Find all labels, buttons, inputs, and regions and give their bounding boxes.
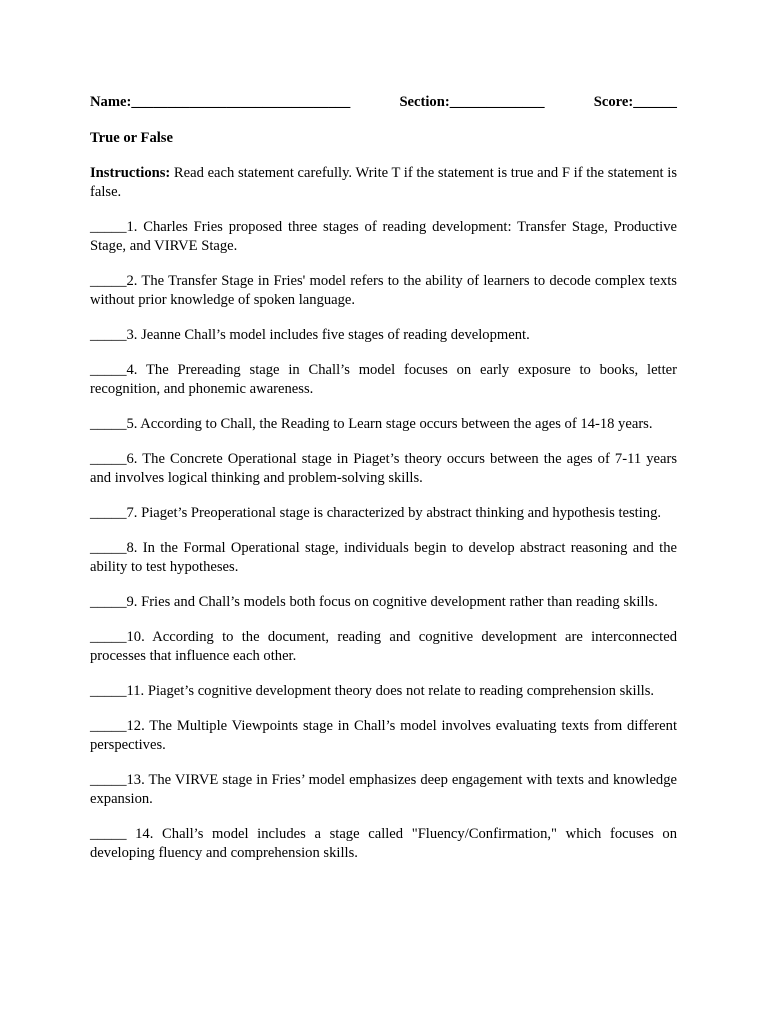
- question-list: [90, 218, 677, 863]
- section-field: Section:_____________: [399, 94, 545, 110]
- question-item: _____1. Charles Fries proposed three stages of reading development: Transfer Stage, Productive Stage, and VIRVE Stage.: [90, 219, 677, 254]
- worksheet-header: [90, 92, 677, 112]
- question-item: _____4. The Prereading stage in Chall’s model focuses on early exposure to books, letter recognition, and phonemic awareness.: [90, 362, 677, 397]
- question-item: _____13. The VIRVE stage in Fries’ model emphasizes deep engagement with texts and knowledge expansion.: [90, 772, 677, 807]
- question-item: _____10. According to the document, reading and cognitive development are interconnected processes that influence each other.: [90, 629, 677, 664]
- question-item: _____8. In the Formal Operational stage, individuals begin to develop abstract reasoning and the ability to test hypotheses.: [90, 540, 677, 575]
- worksheet-page: [90, 92, 677, 863]
- instructions-label: Instructions:: [90, 165, 171, 181]
- question-item: _____12. The Multiple Viewpoints stage in Chall’s model involves evaluating texts from different perspectives.: [90, 718, 677, 753]
- instructions: [90, 164, 677, 202]
- question-item: _____7. Piaget’s Preoperational stage is characterized by abstract thinking and hypothesis testing.: [90, 505, 662, 521]
- score-field: Score:______: [593, 94, 677, 110]
- name-field: Name:______________________________: [90, 94, 351, 110]
- question-item: _____3. Jeanne Chall’s model includes five stages of reading development.: [90, 327, 530, 343]
- question-item: _____5. According to Chall, the Reading to Learn stage occurs between the ages of 14-18 years.: [90, 416, 653, 432]
- instructions-text: Read each statement carefully. Write T if the statement is true and F if the statement is false.: [90, 165, 677, 200]
- question-item: _____2. The Transfer Stage in Fries' model refers to the ability of learners to decode complex texts without prior knowledge of spoken language.: [90, 273, 677, 308]
- question-item: _____6. The Concrete Operational stage in Piaget’s theory occurs between the ages of 7-11 years and involves logical thinking and problem-solving skills.: [90, 451, 677, 486]
- section-title: True or False: [90, 130, 173, 146]
- question-item: _____9. Fries and Chall’s models both focus on cognitive development rather than reading skills.: [90, 594, 658, 610]
- question-item: _____ 14. Chall’s model includes a stage called "Fluency/Confirmation," which focuses on developing fluency and comprehension skills.: [90, 826, 677, 861]
- question-item: _____11. Piaget’s cognitive development theory does not relate to reading comprehension skills.: [90, 683, 655, 699]
